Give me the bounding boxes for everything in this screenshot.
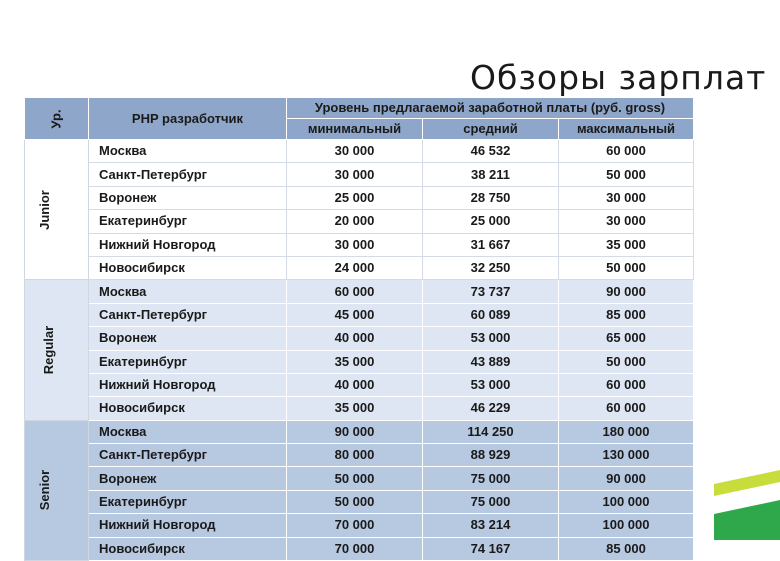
city-cell: Воронеж [89,327,287,350]
avg-salary-cell: 38 211 [423,163,559,186]
table-row [25,303,694,326]
table-row [25,350,694,373]
avg-salary-cell: 53 000 [423,327,559,350]
max-salary-cell: 50 000 [559,163,694,186]
max-salary-cell: 30 000 [559,210,694,233]
level-header: Ур. [25,98,89,140]
city-cell: Нижний Новгород [89,514,287,537]
city-cell: Санкт-Петербург [89,303,287,326]
max-salary-cell: 60 000 [559,140,694,163]
min-salary-cell: 40 000 [287,373,423,396]
min-salary-cell: 24 000 [287,256,423,279]
table-row [25,280,694,303]
level-cell [25,420,89,560]
city-cell: Воронеж [89,186,287,209]
city-cell: Москва [89,280,287,303]
table-row [25,490,694,513]
table-row [25,233,694,256]
avg-salary-cell: 32 250 [423,256,559,279]
avg-salary-cell: 46 229 [423,397,559,420]
city-cell: Санкт-Петербург [89,163,287,186]
max-salary-cell: 130 000 [559,444,694,467]
avg-salary-cell: 114 250 [423,420,559,443]
avg-salary-cell: 83 214 [423,514,559,537]
table-row [25,514,694,537]
max-salary-cell: 30 000 [559,186,694,209]
city-cell: Новосибирск [89,256,287,279]
min-salary-cell: 45 000 [287,303,423,326]
min-salary-cell: 20 000 [287,210,423,233]
city-cell: Москва [89,140,287,163]
max-salary-cell: 65 000 [559,327,694,350]
city-cell: Новосибирск [89,397,287,420]
avg-salary-cell: 46 532 [423,140,559,163]
salary-level-header: Уровень предлагаемой заработной платы (руб. gross) [287,98,694,119]
max-salary-cell: 100 000 [559,490,694,513]
lime-stripe [714,470,780,496]
table-row [25,210,694,233]
green-stripe [714,500,780,540]
min-salary-cell: 40 000 [287,327,423,350]
avg-salary-cell: 25 000 [423,210,559,233]
level-cell [25,280,89,420]
max-salary-cell: 60 000 [559,373,694,396]
max-salary-cell: 90 000 [559,467,694,490]
avg-salary-cell: 74 167 [423,537,559,560]
max-salary-cell: 100 000 [559,514,694,537]
city-cell: Санкт-Петербург [89,444,287,467]
position-header: PHP разработчик [89,98,287,140]
max-salary-cell: 85 000 [559,537,694,560]
min-salary-cell: 80 000 [287,444,423,467]
max-salary-cell: 85 000 [559,303,694,326]
city-cell: Нижний Новгород [89,373,287,396]
min-salary-cell: 30 000 [287,163,423,186]
max-salary-cell: 180 000 [559,420,694,443]
min-salary-cell: 35 000 [287,397,423,420]
max-salary-cell: 60 000 [559,397,694,420]
avg-salary-cell: 43 889 [423,350,559,373]
level-cell [25,140,89,280]
table-row [25,163,694,186]
city-cell: Москва [89,420,287,443]
avg-salary-cell: 28 750 [423,186,559,209]
level-label: Senior [37,470,53,511]
city-cell: Екатеринбург [89,210,287,233]
avg-salary-cell: 88 929 [423,444,559,467]
table-row [25,140,694,163]
level-label: Regular [41,325,57,375]
max-salary-cell: 90 000 [559,280,694,303]
city-cell: Нижний Новгород [89,233,287,256]
min-salary-cell: 70 000 [287,514,423,537]
city-cell: Екатеринбург [89,490,287,513]
min-salary-cell: 30 000 [287,140,423,163]
city-cell: Воронеж [89,467,287,490]
city-cell: Екатеринбург [89,350,287,373]
salary-table [24,97,694,561]
avg-salary-cell: 60 089 [423,303,559,326]
table-row [25,537,694,560]
max-salary-cell: 50 000 [559,256,694,279]
avg-salary-cell: 31 667 [423,233,559,256]
table-row [25,444,694,467]
avg-salary-cell: 75 000 [423,490,559,513]
table-row [25,420,694,443]
min-salary-cell: 50 000 [287,490,423,513]
max-salary-cell: 35 000 [559,233,694,256]
table-row [25,467,694,490]
min-salary-cell: 70 000 [287,537,423,560]
min-salary-cell: 25 000 [287,186,423,209]
min-salary-cell: 90 000 [287,420,423,443]
avg-salary-cell: 53 000 [423,373,559,396]
green-stripes-decoration [714,470,780,540]
min-salary-cell: 60 000 [287,280,423,303]
table-row [25,397,694,420]
avg-header: средний [423,119,559,140]
table-body [25,140,694,561]
max-salary-cell: 50 000 [559,350,694,373]
avg-salary-cell: 73 737 [423,280,559,303]
table-row [25,373,694,396]
city-cell: Новосибирск [89,537,287,560]
min-salary-cell: 35 000 [287,350,423,373]
min-salary-cell: 30 000 [287,233,423,256]
table-row [25,186,694,209]
min-salary-cell: 50 000 [287,467,423,490]
avg-salary-cell: 75 000 [423,467,559,490]
max-header: максимальный [559,119,694,140]
table-row [25,327,694,350]
min-header: минимальный [287,119,423,140]
table-row [25,256,694,279]
level-label: Junior [36,189,52,230]
slide-title: Обзоры зарплат [470,58,767,97]
